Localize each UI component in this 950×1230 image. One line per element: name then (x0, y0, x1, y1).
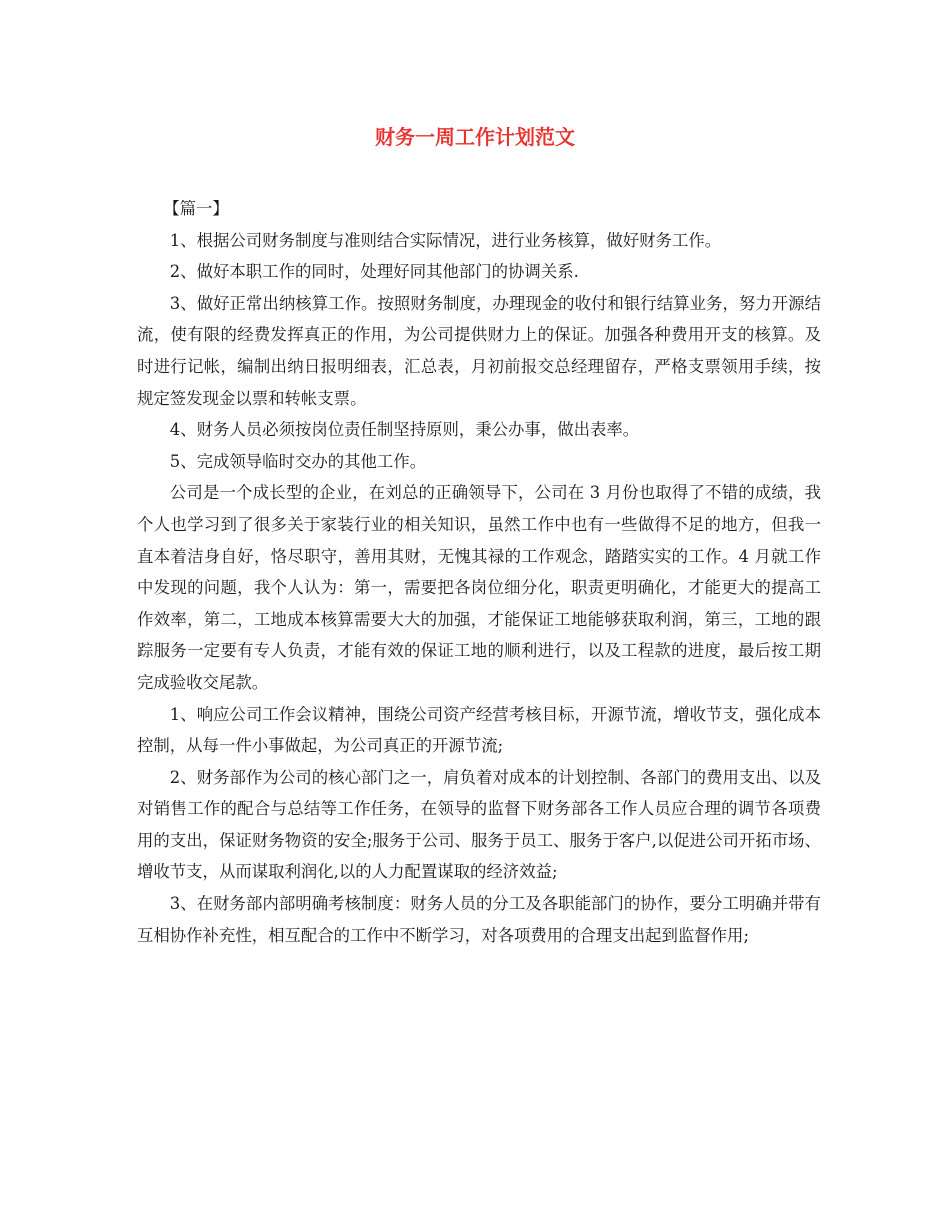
section-heading: 【篇一】 (163, 199, 229, 218)
paragraph: 公司是一个成长型的企业，在刘总的正确领导下，公司在 3 月份也取得了不错的成绩，我个人也学习到了很多关于家装行业的相关知识，虽然工作中也有一些做得不足的地方，但我一直本着洁身自好，恪尽职守，善用其财，无愧其禄的工作观念，踏踏实实的工作。4 月就工作中发现的问题，我个人认为：第一，需要把各岗位细分化，职责更明确化，才能更大的提高工作效率，第二，工地成本核算需要大大的加强，才能保证工地能够获取利润，第三，工地的跟踪服务一定要有专人负责，才能有效的保证工地的顺利进行，以及工程款的进度，最后按工期完成验收交尾款。 (137, 483, 821, 692)
document-title: 财务一周工作计划范文 (375, 125, 575, 149)
paragraph: 1、根据公司财务制度与准则结合实际情况，进行业务核算，做好财务工作。 (169, 230, 722, 250)
paragraph: 4、财务人员必须按岗位责任制坚持原则，秉公办事，做出表率。 (169, 420, 640, 440)
paragraph: 5、完成领导临时交办的其他工作。 (169, 451, 427, 471)
document-body (137, 193, 821, 951)
paragraph: 1、响应公司工作会议精神，围绕公司资产经营考核目标，开源节流，增收节支，强化成本控制，从每一件小事做起，为公司真正的开源节流; (137, 704, 821, 756)
paragraph: 3、做好正常出纳核算工作。按照财务制度，办理现金的收付和银行结算业务，努力开源结流，使有限的经费发挥真正的作用，为公司提供财力上的保证。加强各种费用开支的核算。及时进行记帐，编制出纳日报明细表，汇总表，月初前报交总经理留存，严格支票领用手续，按规定签发现金以票和转帐支票。 (137, 293, 821, 408)
paragraph: 2、做好本职工作的同时，处理好同其他部门的协调关系. (169, 262, 579, 282)
paragraph: 2、财务部作为公司的核心部门之一，肩负着对成本的计划控制、各部门的费用支出、以及对销售工作的配合与总结等工作任务，在领导的监督下财务部各工作人员应合理的调节各项费用的支出，保证财务物资的安全;服务于公司、服务于员工、服务于客户,以促进公司开拓市场、增收节支，从而谋取利润化,以的人力配置谋取的经济效益; (137, 767, 821, 882)
paragraph: 3、在财务部内部明确考核制度：财务人员的分工及各职能部门的协作，要分工明确并带有互相协作补充性，相互配合的工作中不断学习，对各项费用的合理支出起到监督作用; (137, 894, 821, 945)
